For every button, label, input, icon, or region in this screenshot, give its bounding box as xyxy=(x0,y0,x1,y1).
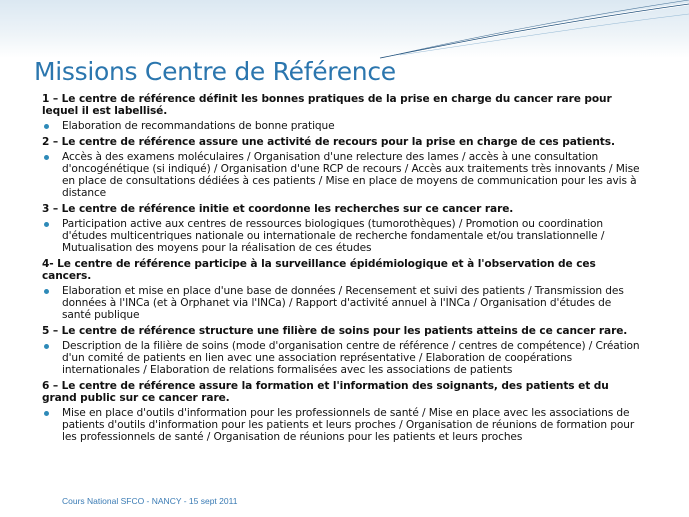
mission-bullet xyxy=(42,407,642,443)
mission-bullet-text: Description de la filière de soins (mode d'organisation centre de référence / centres de compétence) / Création d'un comité de patients en lien avec une association représentative / Elaboration de coopérations internationales / Elaboration de relations formalisées avec les associations de patients xyxy=(62,340,640,376)
bullet-dot-icon xyxy=(44,411,49,416)
mission-heading: 5 – Le centre de référence structure une filière de soins pour les patients atteins de ce cancer rare. xyxy=(42,325,628,337)
mission-1 xyxy=(42,93,642,132)
mission-bullet-text: Elaboration de recommandations de bonne pratique xyxy=(62,120,335,132)
mission-5 xyxy=(42,325,642,376)
mission-heading: 3 – Le centre de référence initie et coordonne les recherches sur ce cancer rare. xyxy=(42,203,514,215)
mission-heading: 6 – Le centre de référence assure la formation et l'information des soignants, des patients et du grand public sur ce cancer rare. xyxy=(42,380,609,404)
bullet-dot-icon xyxy=(44,124,49,129)
mission-bullet xyxy=(42,218,642,254)
mission-heading: 1 – Le centre de référence définit les bonnes pratiques de la prise en charge du cancer rare pour lequel il est labellisé. xyxy=(42,93,612,117)
mission-heading: 2 – Le centre de référence assure une activité de recours pour la prise en charge de ces patients. xyxy=(42,136,615,148)
mission-bullet xyxy=(42,285,642,321)
mission-bullet-text: Participation active aux centres de ressources biologiques (tumorothèques) / Promotion ou coordination d'études multicentriques nationale ou internationale de recherche fondamentale et/ou translationnelle / Mutualisation des moyens pour la réalisation de ces études xyxy=(62,218,605,254)
mission-4 xyxy=(42,258,642,321)
mission-2 xyxy=(42,136,642,199)
mission-6 xyxy=(42,380,642,443)
mission-bullet-text: Mise en place d'outils d'information pour les professionnels de santé / Mise en place avec les associations de patients d'outils d'information pour les patients et leurs proches / Organisation de réunions de formation pour les professionnels de santé / Organisation de réunions pour les patients et leurs proches xyxy=(62,407,635,443)
bullet-dot-icon xyxy=(44,222,49,227)
slide-footer: Cours National SFCO - NANCY - 15 sept 2011 xyxy=(62,496,238,506)
mission-bullet-text: Accès à des examens moléculaires / Organisation d'une relecture des lames / accès à une consultation d'oncogénétique (si indiqué) / Organisation d'une RCP de recours / Accès aux traitements très innovants / Mise en place de consultations dédiées à ces patients / Mise en place de moyens de communication pour les avis à distance xyxy=(62,151,640,199)
bullet-dot-icon xyxy=(44,155,49,160)
mission-bullet-text: Elaboration et mise en place d'une base de données / Recensement et suivi des patients / Transmission des données à l'INCa (et à Orphanet via l'INCa) / Rapport d'activité annuel à l'INCa / Organisation d'études de santé publique xyxy=(62,285,624,321)
mission-3 xyxy=(42,203,642,254)
missions-list xyxy=(42,93,642,447)
bullet-dot-icon xyxy=(44,344,49,349)
slide-title: Missions Centre de Référence xyxy=(34,57,396,86)
mission-bullet xyxy=(42,151,642,199)
mission-heading: 4- Le centre de référence participe à la surveillance épidémiologique et à l'observation de ces cancers. xyxy=(42,258,596,282)
bullet-dot-icon xyxy=(44,289,49,294)
mission-bullet xyxy=(42,120,642,132)
mission-bullet xyxy=(42,340,642,376)
